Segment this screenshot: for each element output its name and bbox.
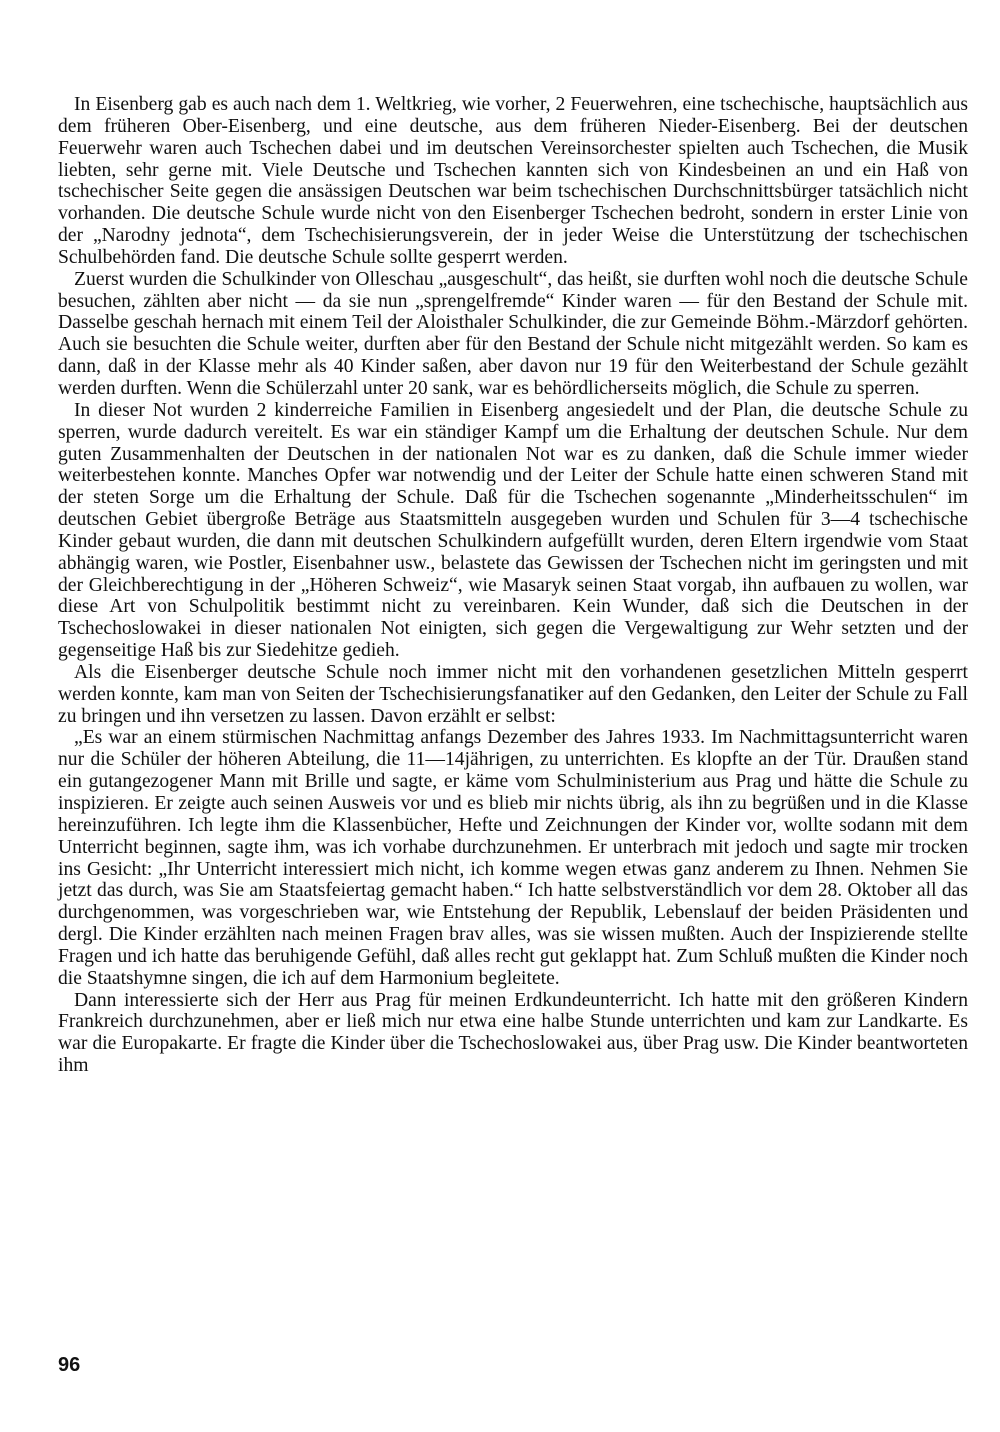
paragraph-5: „Es war an einem stürmischen Nachmittag anfangs Dezember des Jahres 1933. Im Nachmittagsunterricht waren nur die Schüler der höheren Abteilung, die 11—14jährigen, zu unterrichten. Es klopfte an der Tür. Draußen stand ein gutangezogener Mann mit Brille und sagte, er käme vom Schulministerium aus Prag und hätte die Schule zu inspizieren. Er zeigte auch seinen Ausweis vor und es blieb mir nichts übrig, als ihn zu begrüßen und in die Klasse hereinzuführen. Ich legte ihm die Klassenbücher, Hefte und Zeichnungen der Kinder vor, wollte sodann mit dem Unterricht beginnen, sagte ihm, was ich vorhabe durchzunehmen. Er unterbrach mit jedoch und sagte mir trocken ins Gesicht: „Ihr Unterricht interessiert mich nicht, ich komme wegen etwas ganz anderem zu Ihnen. Nehmen Sie jetzt das durch, was Sie am Staatsfeiertag gemacht haben.“ Ich hatte selbstverständlich vor dem 28. Oktober all das durchgenommen, was vorgeschrieben war, wie Entstehung der Republik, Lebenslauf der beiden Präsidenten und dergl. Die Kinder erzählten nach meinen Fragen brav alles, was sie wissen mußten. Auch der Inspizierende stellte Fragen und ich hatte das beruhigende Gefühl, daß alles recht gut geklappt hat. Zum Schluß mußten die Kinder noch die Staatshymne singen, die ich auf dem Harmonium begleitete. [58, 727, 968, 989]
paragraph-1: In Eisenberg gab es auch nach dem 1. Weltkrieg, wie vorher, 2 Feuerwehren, eine tschechische, hauptsächlich aus dem früheren Ober-Eisenberg, und eine deutsche, aus dem früheren Nieder-Eisenberg. Bei der deutschen Feuerwehr waren auch Tschechen dabei und im deutschen Vereinsorchester spielten auch Tschechen, die Musik liebten, sehr gerne mit. Viele Deutsche und Tschechen kannten sich von Kindesbeinen an und ein Haß von tschechischer Seite gegen die ansässigen Deutschen war beim tschechischen Durchschnittsbürger tatsächlich nicht vorhanden. Die deutsche Schule wurde nicht von den Eisenberger Tschechen bedroht, sondern in erster Linie von der „Narodny jednota“, dem Tschechisierungsverein, der in jeder Weise die Unterstützung der tschechischen Schulbehörden fand. Die deutsche Schule sollte gesperrt werden. [58, 94, 968, 268]
paragraph-4: Als die Eisenberger deutsche Schule noch immer nicht mit den vorhandenen gesetzlichen Mitteln gesperrt werden konnte, kam man von Seiten der Tschechisierungsfanatiker auf den Gedanken, den Leiter der Schule zu Fall zu bringen und ihn versetzen zu lassen. Davon erzählt er selbst: [58, 661, 968, 727]
page-number: 96 [58, 1354, 81, 1376]
page-body [58, 94, 968, 1077]
paragraph-2: Zuerst wurden die Schulkinder von Olleschau „ausgeschult“, das heißt, sie durften wohl noch die deutsche Schule besuchen, zählten aber nicht — da sie nun „sprengelfremde“ Kinder waren — für den Bestand der Schule mit. Dasselbe geschah hernach mit einem Teil der Aloisthaler Schulkinder, die zur Gemeinde Böhm.-Märzdorf gehörten. Auch sie besuchten die Schule weiter, durften aber für den Bestand der Schule nicht mitgezählt werden. So kam es dann, daß in der Klasse mehr als 40 Kinder saßen, aber davon nur 19 für den Weiterbestand der Schule gezählt werden durften. Wenn die Schülerzahl unter 20 sank, war es behördlicherseits möglich, die Schule zu sperren. [58, 268, 968, 399]
paragraph-6: Dann interessierte sich der Herr aus Prag für meinen Erdkundeunterricht. Ich hatte mit den größeren Kindern Frankreich durchzunehmen, aber er ließ mich nur etwa eine halbe Stunde unterrichten und kam zur Landkarte. Es war die Europakarte. Er fragte die Kinder über die Tschechoslowakei aus, über Prag usw. Die Kinder beantworteten ihm [58, 989, 968, 1077]
paragraph-3: In dieser Not wurden 2 kinderreiche Familien in Eisenberg angesiedelt und der Plan, die deutsche Schule zu sperren, wurde dadurch vereitelt. Es war ein ständiger Kampf um die Erhaltung der deutschen Schule. Nur dem guten Zusammenhalten der Deutschen in der nationalen Not war es zu danken, daß die Schule immer wieder weiterbestehen konnte. Manches Opfer war notwendig und der Leiter der Schule hatte einen schweren Stand mit der steten Sorge um die Erhaltung der Schule. Daß für die Tschechen sogenannte „Minderheitsschulen“ im deutschen Gebiet übergroße Beträge aus Staatsmitteln ausgegeben wurden und Schulen für 3—4 tschechische Kinder gebaut wurden, die dann mit deutschen Schulkindern aufgefüllt wurden, deren Eltern irgendwie vom Staat abhängig waren, wie Postler, Eisenbahner usw., belastete das Gewissen der Tschechen nicht im geringsten und mit der Gleichberechtigung in der „Höheren Schweiz“, wie Masaryk seinen Staat vorgab, ihn aufbauen zu wollen, war diese Art von Schulpolitik bestimmt nicht zu vereinbaren. Kein Wunder, daß sich die Deutschen in der Tschechoslowakei in dieser nationalen Not einigten, sich gegen die Vergewaltigung zur Wehr setzten und der gegenseitige Haß bis zur Siedehitze gedieh. [58, 399, 968, 662]
